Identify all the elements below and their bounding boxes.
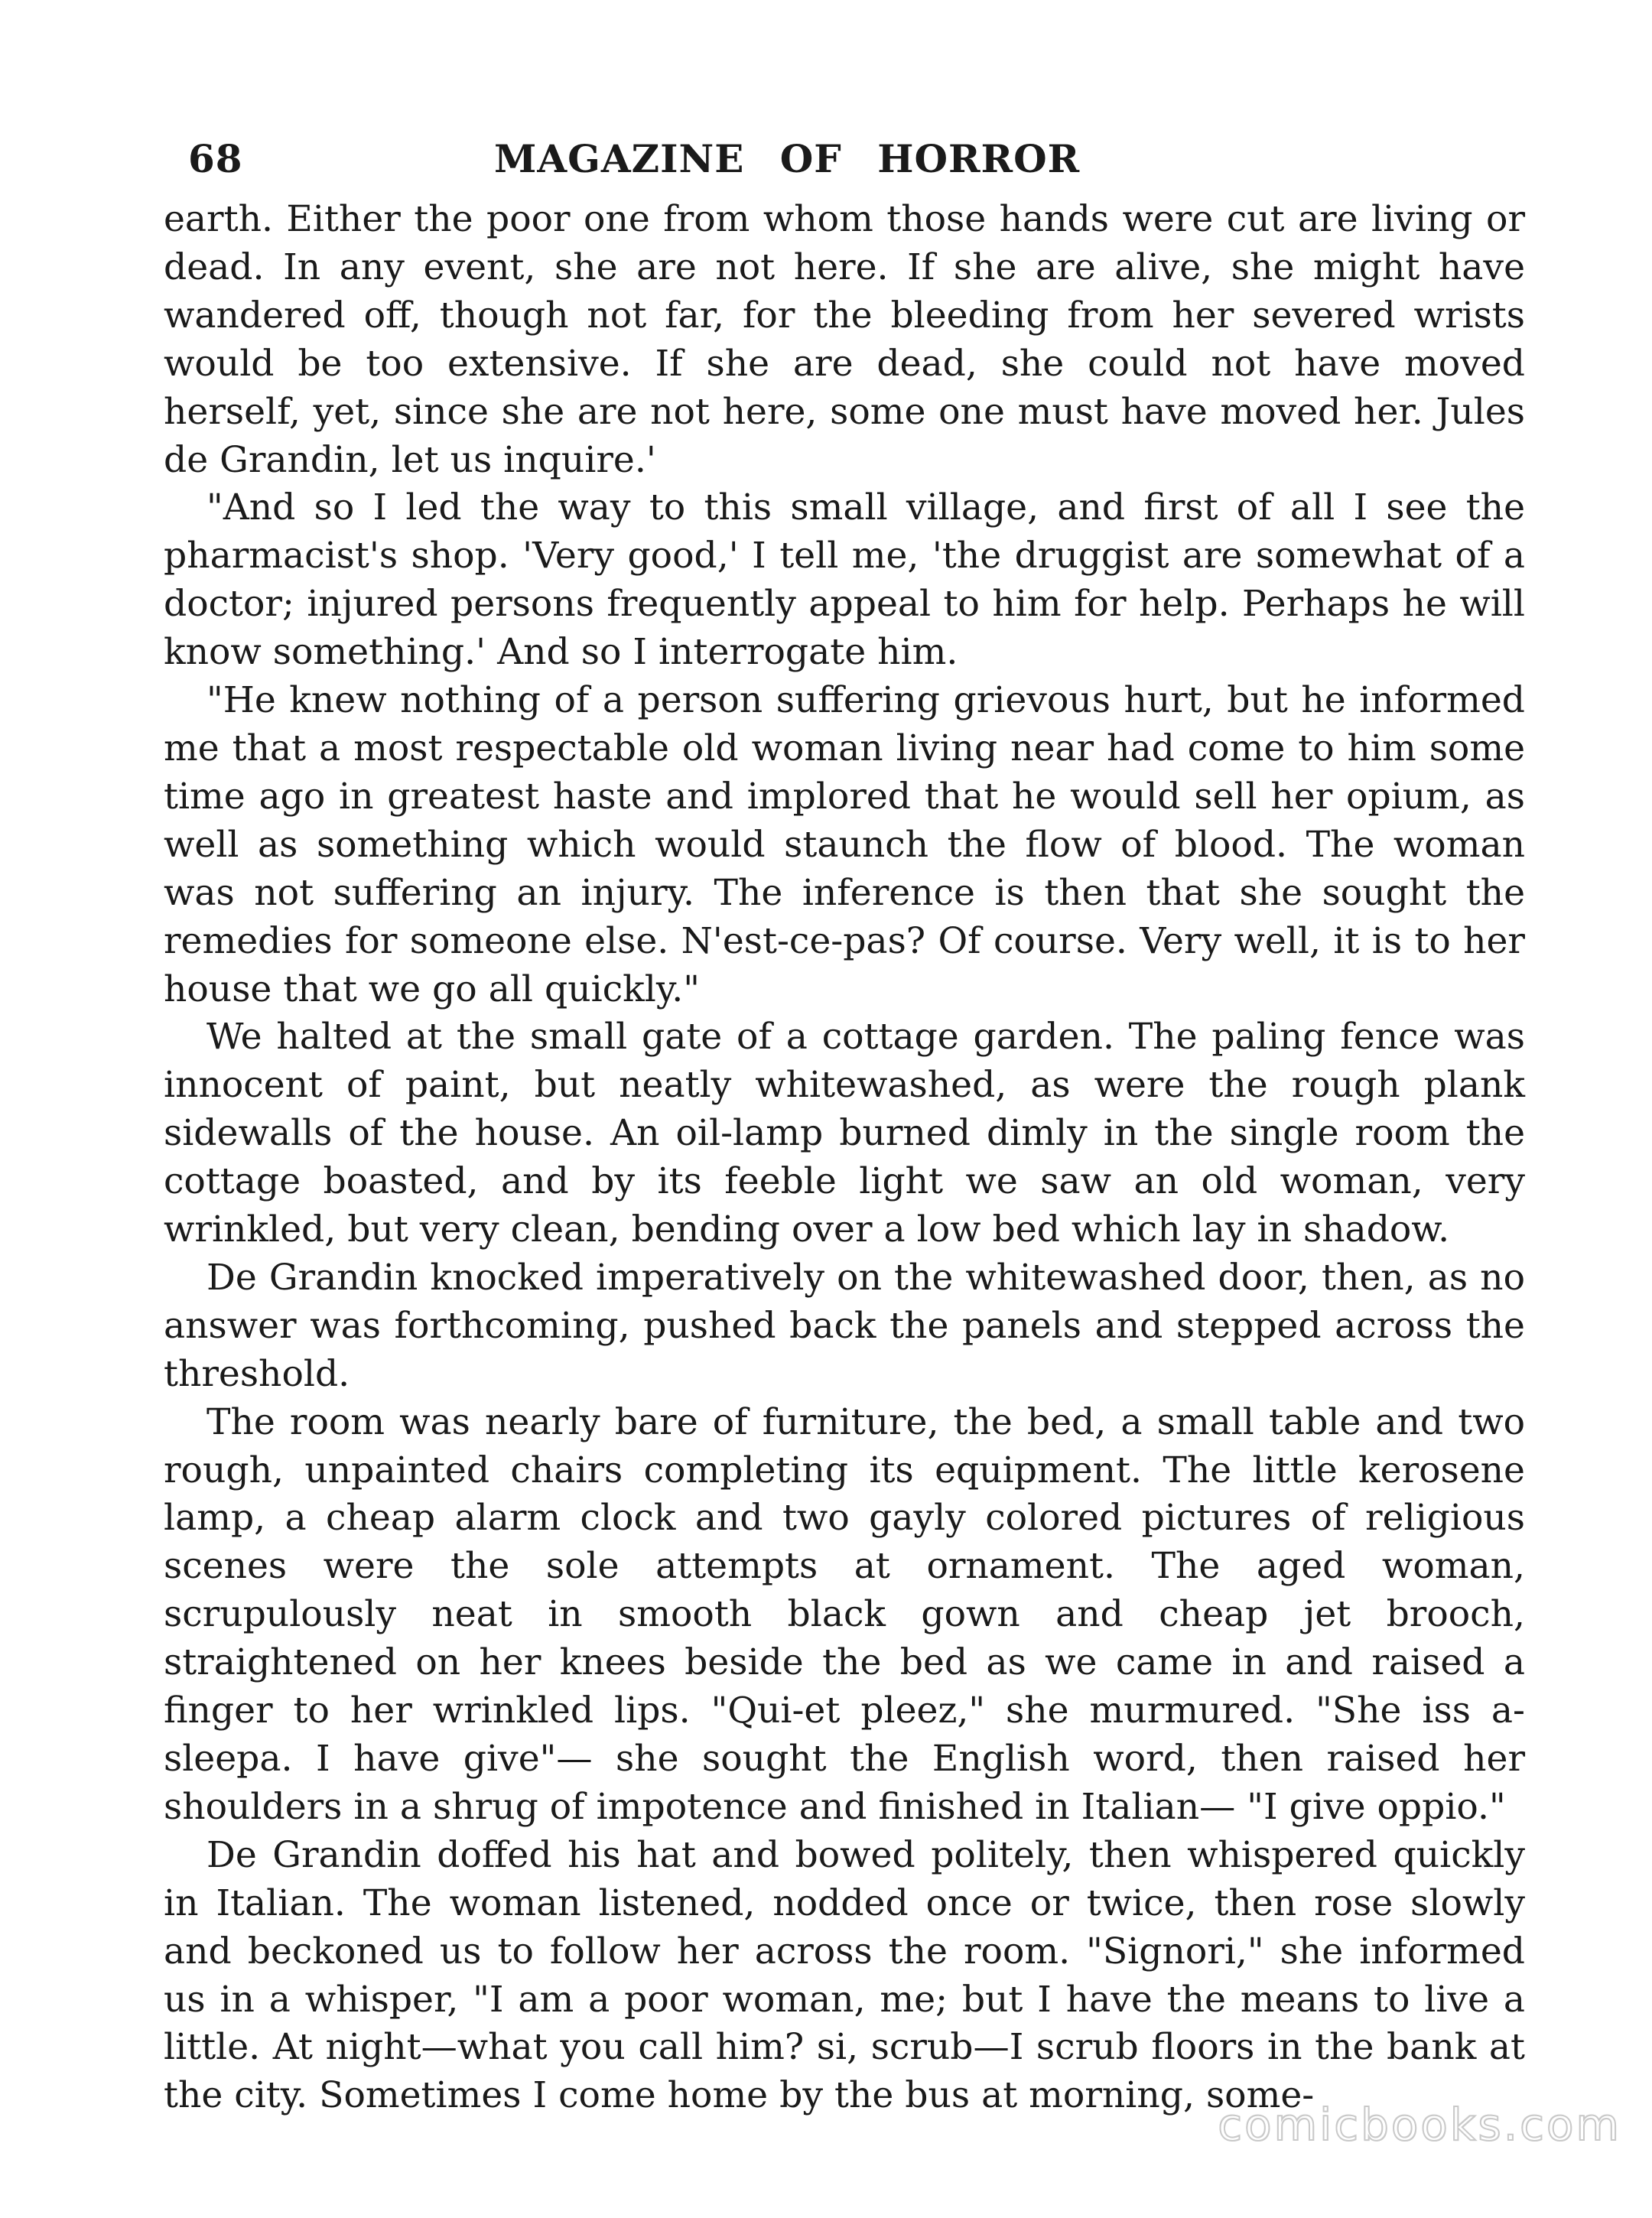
paragraph: "He knew nothing of a person suffering grievous hurt, but he informed me that a most respectable old woman living near had come to him some time ago in greatest haste and implored that he would sell her opium, as well as something which would staunch the flow of blood. The woman was not suffering an injury. The inference is then that she sought the remedies for someone else. N'est-ce-pas? Of course. Very well, it is to her house that we go all quickly." <box>164 679 1525 1010</box>
paragraph: De Grandin doffed his hat and bowed politely, then whispered quickly in Italian. The woman listened, nodded once or twice, then rose slowly and beckoned us to follow her across the room. "Signori," she informed us in a whisper, "I am a poor woman, me; but I have the means to live a little. At night—what you call him? si, scrub—I scrub floors in the bank at the city. Sometimes I come home by the bus at morning, some- <box>164 1833 1525 2117</box>
magazine-title: MAGAZINE OF HORROR <box>494 136 1081 181</box>
paragraph: De Grandin knocked imperatively on the whitewashed door, then, as no answer was forthcoming, pushed back the panels and stepped across the threshold. <box>164 1256 1525 1395</box>
watermark: comicbooks.com <box>1218 2099 1621 2151</box>
body-text <box>164 196 1525 2120</box>
page-number: 68 <box>188 136 243 181</box>
paragraph: The room was nearly bare of furniture, the bed, a small table and two rough, unpainted chairs completing its equipment. The little kerosene lamp, a cheap alarm clock and two gayly colored pictures of religious scenes were the sole attempts at ornament. The aged woman, scrupulously neat in smooth black gown and cheap jet brooch, straightened on her knees beside the bed as we came in and raised a finger to her wrinkled lips. "Qui-et pleez," she murmured. "She iss a-sleepa. I have give"— she sought the English word, then raised her shoulders in a shrug of impotence and finished in Italian— "I give oppio." <box>164 1400 1525 1828</box>
paragraph: earth. Either the poor one from whom those hands were cut are living or dead. In any event, she are not here. If she are alive, she might have wandered off, though not far, for the bleeding from her severed wrists would be too extensive. If she are dead, she could not have moved herself, yet, since she are not here, some one must have moved her. Jules de Grandin, let us inquire.' <box>164 198 1525 481</box>
paragraph: "And so I led the way to this small village, and first of all I see the pharmacist's shop. 'Very good,' I tell me, 'the druggist are somewhat of a doctor; injured persons frequently appeal to him for help. Perhaps he will know something.' And so I interrogate him. <box>164 486 1525 674</box>
running-head <box>188 128 1557 190</box>
paragraph: We halted at the small gate of a cottage garden. The paling fence was innocent of paint, but neatly whitewashed, as were the rough plank sidewalls of the house. An oil-lamp burned dimly in the single room the cottage boasted, and by its feeble light we saw an old woman, very wrinkled, but very clean, bending over a low bed which lay in shadow. <box>164 1016 1525 1251</box>
